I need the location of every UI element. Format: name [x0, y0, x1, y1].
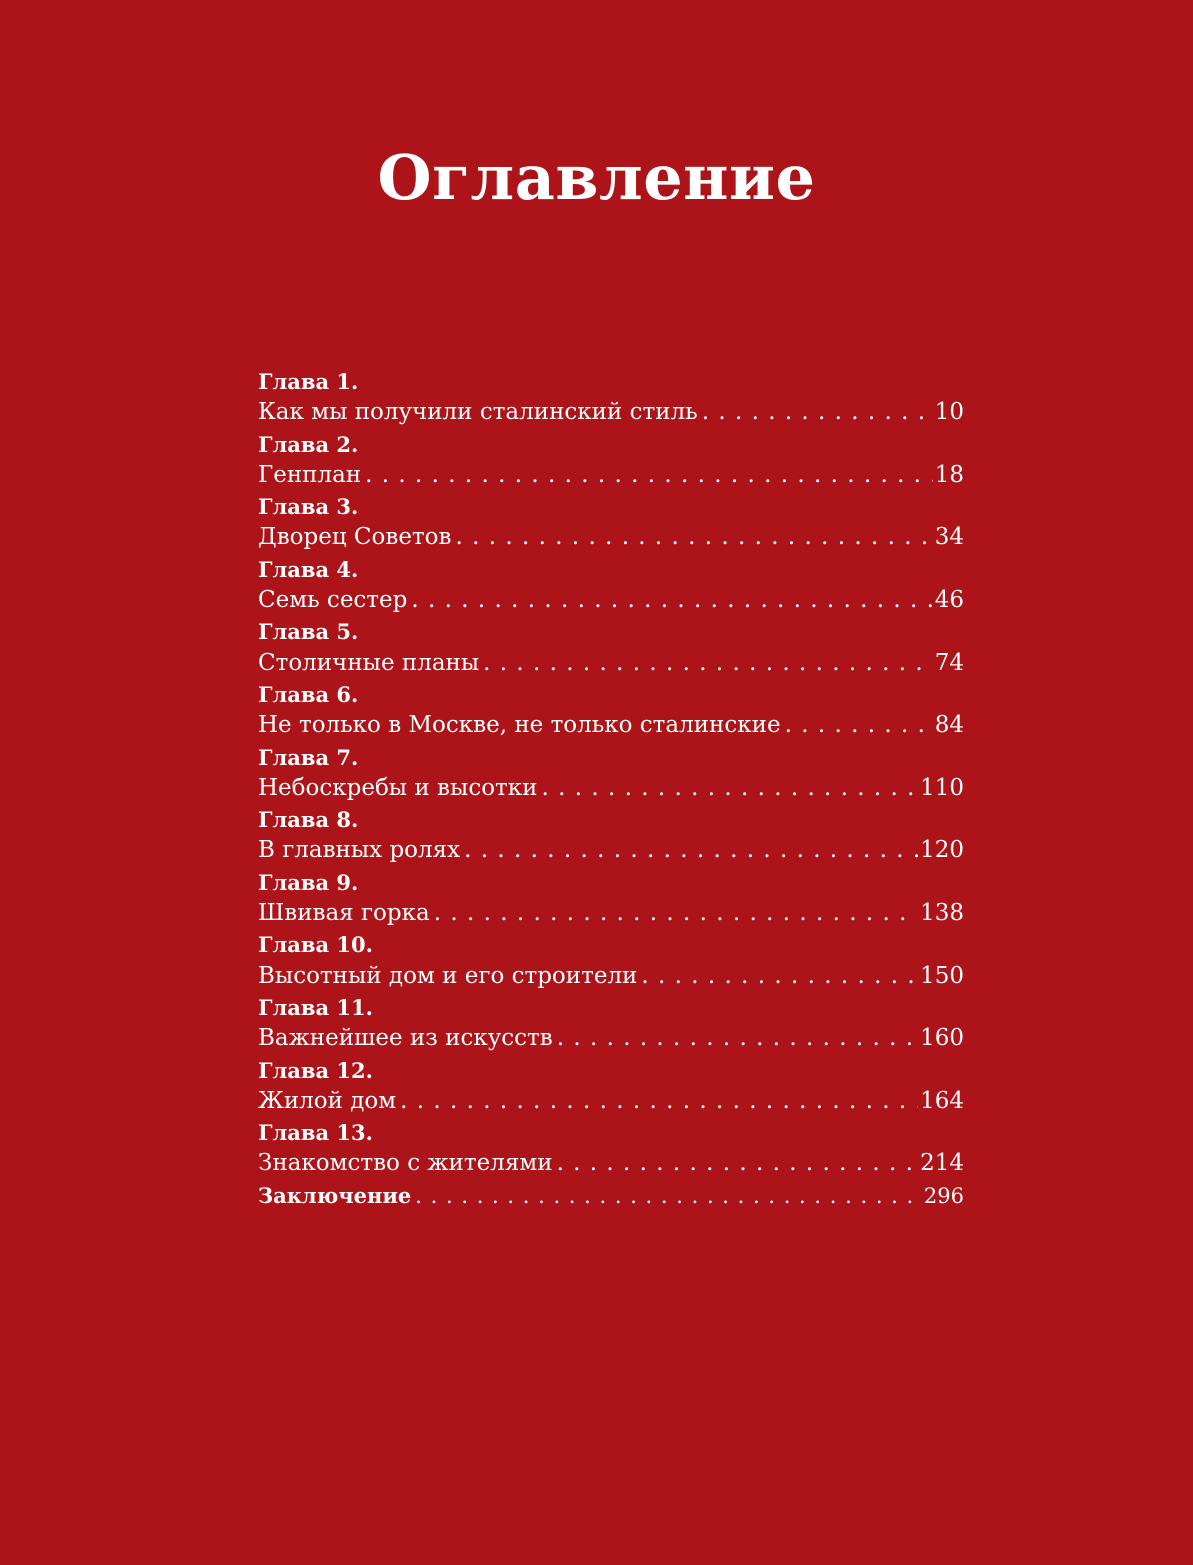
- dot-leader: [553, 1148, 919, 1179]
- page-number: 164: [920, 1087, 964, 1114]
- chapter-line[interactable]: [258, 460, 964, 491]
- chapter-title: Небоскребы и высотки: [258, 774, 538, 801]
- chapter-line[interactable]: [258, 710, 964, 741]
- chapter-title: Дворец Советов: [258, 524, 452, 551]
- table-of-contents: [258, 366, 964, 1211]
- chapter-line[interactable]: [258, 1023, 964, 1054]
- chapter-number: Глава 4.: [258, 556, 359, 582]
- chapter-line[interactable]: [258, 1086, 964, 1117]
- chapter-number: Глава 10.: [258, 932, 373, 958]
- chapter-title: Столичные планы: [258, 649, 480, 676]
- dot-leader: [361, 460, 933, 491]
- toc-entry-3: [258, 491, 964, 554]
- chapter-number: Глава 8.: [258, 807, 359, 833]
- toc-entry-9: [258, 867, 964, 930]
- toc-entry-1: [258, 366, 964, 429]
- dot-leader: [411, 1181, 922, 1211]
- chapter-line[interactable]: [258, 835, 964, 866]
- page-number: 10: [934, 399, 964, 426]
- toc-entry-6: [258, 679, 964, 742]
- toc-entry-13: [258, 1117, 964, 1180]
- chapter-number: Глава 2.: [258, 431, 359, 457]
- chapter-number: Глава 5.: [258, 619, 359, 645]
- chapter-line[interactable]: [258, 522, 964, 553]
- page-number: 160: [920, 1025, 964, 1052]
- dot-leader: [553, 1023, 918, 1054]
- page-number: 34: [934, 524, 964, 551]
- chapter-number: Глава 12.: [258, 1057, 373, 1083]
- toc-entry-5: [258, 616, 964, 679]
- chapter-title: Высотный дом и его строители: [258, 962, 638, 989]
- chapter-number: Глава 13.: [258, 1120, 373, 1146]
- conclusion-line[interactable]: [258, 1180, 964, 1211]
- page-number: 84: [934, 712, 964, 739]
- chapter-title: Важнейшее из искусств: [258, 1025, 553, 1052]
- page-number: 110: [920, 774, 964, 801]
- chapter-number: Глава 9.: [258, 869, 359, 895]
- toc-entry-10: [258, 929, 964, 992]
- toc-entry-11: [258, 992, 964, 1055]
- dot-leader: [781, 710, 933, 741]
- chapter-number: Глава 7.: [258, 744, 359, 770]
- toc-entry-2: [258, 429, 964, 492]
- chapter-line[interactable]: [258, 961, 964, 992]
- dot-leader: [396, 1086, 918, 1117]
- chapter-number: Глава 6.: [258, 681, 359, 707]
- dot-leader: [460, 835, 918, 866]
- page-number: 296: [923, 1183, 964, 1208]
- dot-leader: [537, 773, 918, 804]
- chapter-line[interactable]: [258, 585, 964, 616]
- chapter-number: Глава 11.: [258, 994, 373, 1020]
- page-number: 18: [934, 461, 964, 488]
- page-number: 214: [920, 1150, 964, 1177]
- toc-entry-8: [258, 804, 964, 867]
- chapter-line[interactable]: [258, 773, 964, 804]
- chapter-title: Жилой дом: [258, 1087, 397, 1114]
- toc-entry-4: [258, 554, 964, 617]
- chapter-line[interactable]: [258, 898, 964, 929]
- dot-leader: [637, 961, 918, 992]
- chapter-line[interactable]: [258, 648, 964, 679]
- chapter-line[interactable]: [258, 397, 964, 428]
- toc-entry-7: [258, 742, 964, 805]
- page-title: Оглавление: [377, 141, 816, 214]
- chapter-line[interactable]: [258, 1148, 964, 1179]
- chapter-number: Глава 3.: [258, 494, 359, 520]
- chapter-title: Как мы получили сталинский стиль: [258, 399, 698, 426]
- chapter-title: Не только в Москве, не только сталинские: [258, 712, 781, 739]
- dot-leader: [479, 648, 933, 679]
- dot-leader: [451, 522, 932, 553]
- page-number: 46: [934, 587, 964, 614]
- chapter-title: Семь сестер: [258, 587, 408, 614]
- chapter-title: Знакомство с жителями: [258, 1150, 553, 1177]
- chapter-title: В главных ролях: [258, 837, 461, 864]
- toc-entry-12: [258, 1055, 964, 1118]
- conclusion-title: Заключение: [258, 1182, 412, 1208]
- chapter-title: Швивая горка: [258, 900, 430, 927]
- chapter-number: Глава 1.: [258, 369, 359, 394]
- chapter-title: Генплан: [258, 461, 362, 488]
- page-number: 120: [920, 837, 964, 864]
- page-number: 74: [934, 649, 964, 676]
- dot-leader: [407, 585, 932, 616]
- page-number: 150: [920, 962, 964, 989]
- page-number: 138: [920, 900, 964, 927]
- dot-leader: [430, 898, 918, 929]
- dot-leader: [698, 397, 933, 428]
- toc-entry-conclusion: [258, 1180, 964, 1211]
